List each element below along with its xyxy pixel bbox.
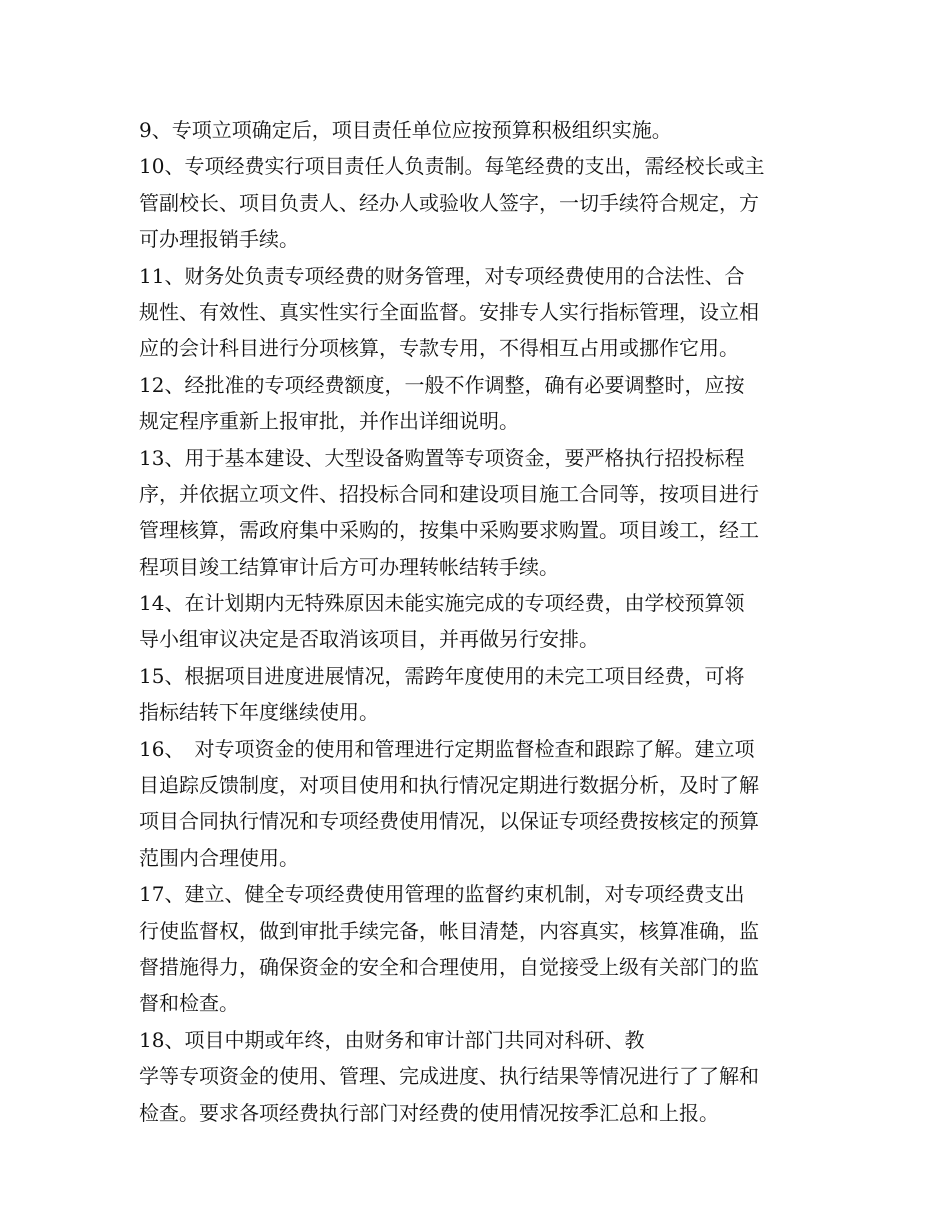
text-line-1: 9、专项立项确定后，项目责任单位应按预算积极组织实施。 [139,118,672,142]
text-line-10: 13、用于基本建设、大型设备购置等专项资金，要严格执行招投标程 [139,445,745,470]
text-line-2: 10、专项经费实行项目责任人负责制。每笔经费的支出，需经校长或主 [139,154,765,179]
document-body [139,112,814,1131]
text-line-9: 规定程序重新上报审批，并作出详细说明。 [139,409,519,434]
text-line-27: 学等专项资金的使用、管理、完成进度、执行结果等情况进行了了解和 [139,1064,759,1089]
text-line-5: 11、财务处负责专项经费的财务管理，对专项经费使用的合法性、合 [139,263,745,288]
text-line-22: 17、建立、健全专项经费使用管理的监督约束机制，对专项经费支出 [139,882,745,907]
text-line-28: 检查。要求各项经费执行部门对经费的使用情况按季汇总和上报。 [139,1100,719,1125]
text-line-17: 指标结转下年度继续使用。 [139,700,379,725]
text-line-3: 管副校长、项目负责人、经办人或验收人签字，一切手续符合规定，方 [139,190,759,215]
text-line-24: 督措施得力，确保资金的安全和合理使用，自觉接受上级有关部门的监 [139,954,759,979]
text-line-18: 16、 对专项资金的使用和管理进行定期监督检查和跟踪了解。建立项 [139,736,755,761]
text-line-19: 目追踪反馈制度，对项目使用和执行情况定期进行数据分析，及时了解 [139,773,759,798]
text-line-13: 程项目竣工结算审计后方可办理转帐结转手续。 [139,554,559,579]
text-line-6: 规性、有效性、真实性实行全面监督。安排专人实行指标管理，设立相 [139,299,759,324]
text-line-20: 项目合同执行情况和专项经费使用情况，以保证专项经费按核定的预算 [139,809,759,834]
text-line-14: 14、在计划期内无特殊原因未能实施完成的专项经费，由学校预算领 [139,591,745,616]
text-line-16: 15、根据项目进度进展情况，需跨年度使用的未完工项目经费，可将 [139,663,745,688]
text-line-12: 管理核算，需政府集中采购的，按集中采购要求购置。项目竣工，经工 [139,518,759,543]
text-line-15: 导小组审议决定是否取消该项目，并再做另行安排。 [139,627,599,652]
text-line-26: 18、项目中期或年终，由财务和审计部门共同对科研、教 [139,1027,645,1052]
text-line-7: 应的会计科目进行分项核算，专款专用，不得相互占用或挪作它用。 [139,336,739,361]
text-line-8: 12、经批准的专项经费额度，一般不作调整，确有必要调整时，应按 [139,372,745,397]
text-line-21: 范围内合理使用。 [139,845,299,870]
text-line-4: 可办理报销手续。 [139,227,299,252]
text-line-23: 行使监督权，做到审批手续完备，帐目清楚，内容真实，核算准确，监 [139,918,759,943]
text-line-11: 序，并依据立项文件、招投标合同和建设项目施工合同等，按项目进行 [139,481,759,506]
text-line-25: 督和检查。 [139,991,239,1016]
